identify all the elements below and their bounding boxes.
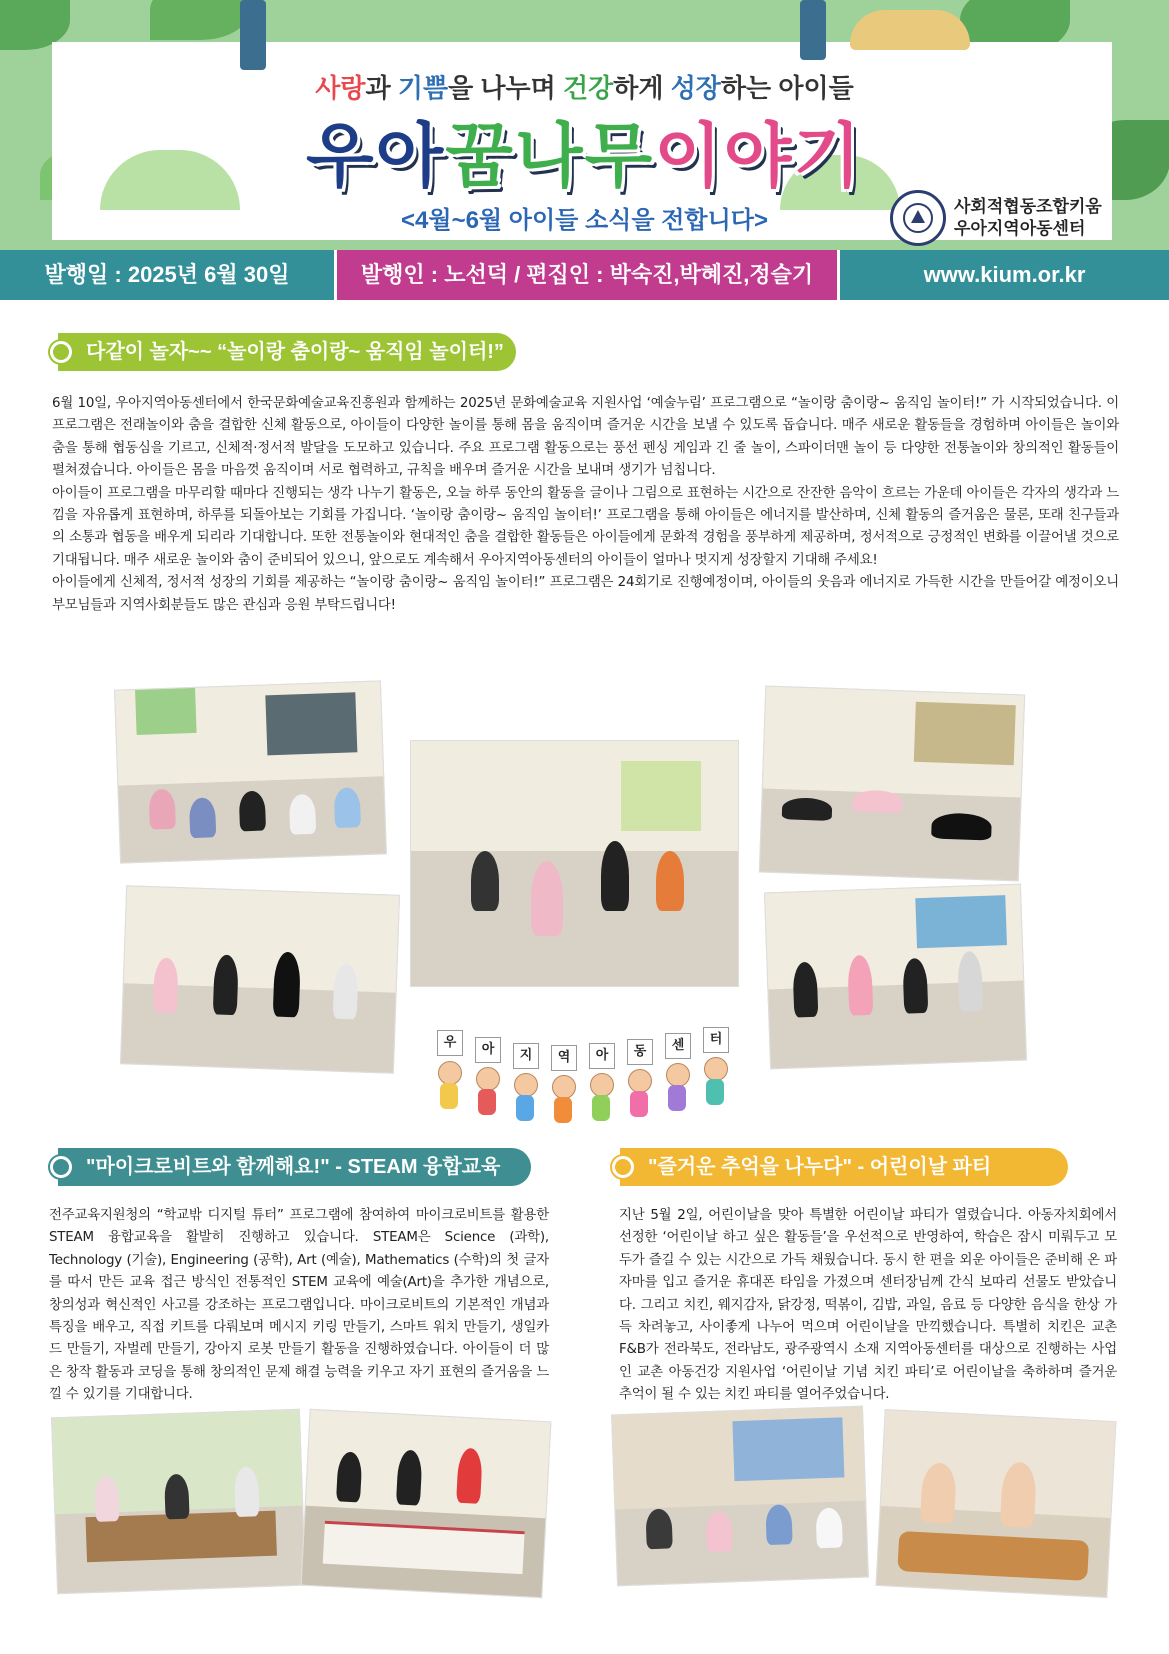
website-link[interactable]: www.kium.or.kr [840,250,1169,300]
paragraph: 6월 10일, 우아지역아동센터에서 한국문화예술교육진흥원과 함께하는 2025년 문화예술교육 지원사업 ‘예술누림’ 프로그램으로 “놀이랑 춤이랑~ 움직임 놀이터!” 가 시작되었습니다. 이 프로그램은 전래놀이와 춤을 결합한 신체 활동으로, 아이들이 다양한 놀이를 통해 몸을 움직이며 즐거운 시간을 보낼 수 있도록 돕습니다. 매주 새로운 활동들을 경험하며 아이들은 놀이와 춤을 통해 협동심을 기르고, 신체적·정서적 발달을 도모하고 있습니다. 주요 프로그램 활동으로는 풍선 펜싱 게임과 긴 줄 놀이, 스파이더맨 놀이 등 다양한 전통놀이와 창의적인 활동들이 펼쳐졌습니다. 아이들은 몸을 마음껏 움직이며 서로 협력하고, 규칙을 배우며 즐거운 시간을 보내며 생기가 넘칩니다. [52,396,1119,479]
bullet-icon [50,341,72,363]
banner-letter: 아 [589,1043,615,1069]
subtitle: <4월~6월 아이들 소식을 전합니다> [401,207,768,234]
info-bar [0,250,1169,300]
slogan: 사랑과 기쁨을 나누며 건강하게 성장하는 아이들 [315,73,854,103]
section-heading-steam: "마이크로비트와 함께해요!" - STEAM 융합교육 [58,1148,531,1186]
leaf-decoration [150,0,250,40]
photo-kids-group-dance [764,884,1027,1070]
banner-letter: 터 [703,1027,729,1053]
photo-kids-watching-screen [114,680,387,863]
photo-party-room [611,1406,869,1587]
banner-letter: 아 [475,1037,501,1063]
paragraph: 아이들이 프로그램을 마무리할 때마다 진행되는 생각 나누기 활동은, 오늘 하루 동안의 활동을 글이나 그림으로 표현하는 시간으로 잔잔한 음악이 흐르는 가운데 아이들은 각자의 생각과 느낌을 자유롭게 표현하며, 하루를 되돌아보는 기회를 가집니다. ‘놀이랑 춤이랑~ 움직임 놀이터!’ 프로그램을 통해 아이들은 에너지를 발산하며, 신체 활동의 즐거움은 물론, 또래 친구들과의 소통과 협동을 배우게 되리라 기대합니다. 또한 전통놀이와 현대적인 춤을 결합한 활동들은 아이들에게 문화적 경험을 풍부하게 제공하며, 정서적으로 긍정적인 변화를 이끌어낼 것으로 기대됩니다. 매주 새로운 놀이와 춤이 준비되어 있으니, 앞으로도 계속해서 우아지역아동센터의 아이들이 얼마나 멋지게 성장할지 기대해 주세요! [52,485,1119,568]
rake-icon [240,0,266,70]
paragraph: 전주교육지원청의 “학교밖 디지털 튜터” 프로그램에 참여하여 마이크로비트를 활용한 STEAM 융합교육을 활발히 진행하고 있습니다. STEAM은 Science (과학), Technology (기술), Engineering (공학), Art (예술), Mathematics (수학)의 첫 글자를 따서 만든 교육 접근 방식인 전통적인 STEM 교육에 예술(Art)을 추가한 개념으로, 창의성과 혁신적인 사고를 강조하는 프로그램입니다. 마이크로비트의 기본적인 개념과 특징을 배우고, 직접 키트를 다뤄보며 메시지 키링 만들기, 스마트 워치 만들기, 생일카드 만들기, 자벌레 만들기, 강아지 로봇 만들기 활동을 진행하였습니다. 아이들이 더 많은 창작 활동과 코딩을 통해 창의적인 문제 해결 능력을 키우고 자기 표현의 즐거움을 느낄 수 있기를 기대합니다. [49,1208,549,1403]
photo-microbit-class [51,1409,306,1595]
section-heading-party: "즐거운 추억을 나누다" - 어린이날 파티 [620,1148,1068,1186]
section-body-steam [49,1205,549,1407]
center-name-banner [432,1025,752,1125]
seal-icon [890,190,946,246]
banner-letter: 지 [513,1043,539,1069]
section-heading-play: 다같이 놀자~~ “놀이랑 춤이랑~ 움직임 놀이터!” [58,333,516,371]
photo-party-kids-food [876,1409,1117,1598]
banner-letter: 역 [551,1045,577,1071]
banner-letter: 센 [665,1033,691,1059]
bullet-icon [50,1156,72,1178]
banner-letter: 우 [437,1030,463,1056]
shovel-icon [800,0,826,60]
photo-microbit-projects [301,1409,552,1598]
section-body-play [52,393,1119,617]
org-name: 사회적협동조합키움 [954,197,1102,216]
masthead [0,0,1169,250]
paragraph: 지난 5월 2일, 어린이날을 맞아 특별한 어린이날 파티가 열렸습니다. 아동자치회에서 선정한 ‘어린이날 하고 싶은 활동들’을 우선적으로 반영하여, 학습은 잠시 미뤄두고 모두가 즐길 수 있는 시간으로 가득 채웠습니다. 동시 한 편을 외운 아이들은 준비해 온 파자마를 입고 즐거운 휴대폰 타임을 가졌으며 센터장님께 간식 보따리 선물도 받았습니다. 그리고 치킨, 웨지감자, 닭강정, 떡볶이, 김밥, 과일, 음료 등 다양한 음식을 한상 가득 차려놓고, 사이좋게 나누어 먹으며 어린이날을 만끽했습니다. 특별히 치킨은 교촌F&B가 전라북도, 전라남도, 광주광역시 소재 지역아동센터를 대상으로 진행하는 사업인 교촌 아동건강 지원사업 ‘어린이날 기념 치킨 파티’로 어린이날을 축하하며 즐거운 추억이 될 수 있는 치킨 파티를 열어주었습니다. [619,1208,1117,1403]
publish-date: 발행일 : 2025년 6월 30일 [0,250,334,300]
paragraph: 아이들에게 신체적, 정서적 성장의 기회를 제공하는 “놀이랑 춤이랑~ 움직임 놀이터!” 프로그램은 24회기로 진행예정이며, 아이들의 웃음과 에너지로 가득한 시간을 만들어갈 예정이오니 부모님들과 지역사회분들도 많은 관심과 응원 부탁드립니다! [52,575,1119,613]
hat-icon [850,10,970,50]
photo-kids-dancing [410,740,739,987]
center-name: 우아지역아동센터 [954,219,1086,238]
section-body-party [619,1205,1117,1407]
publisher-editors: 발행인 : 노선덕 / 편집인 : 박숙진,박혜진,정슬기 [334,250,840,300]
photo-kids-arms-out [120,885,400,1073]
banner-letter: 동 [627,1039,653,1065]
bullet-icon [612,1156,634,1178]
newsletter-title: 우아꿈나무이야기 [306,117,863,195]
photo-kids-stretching [759,686,1025,882]
organization-logo [890,190,1102,246]
